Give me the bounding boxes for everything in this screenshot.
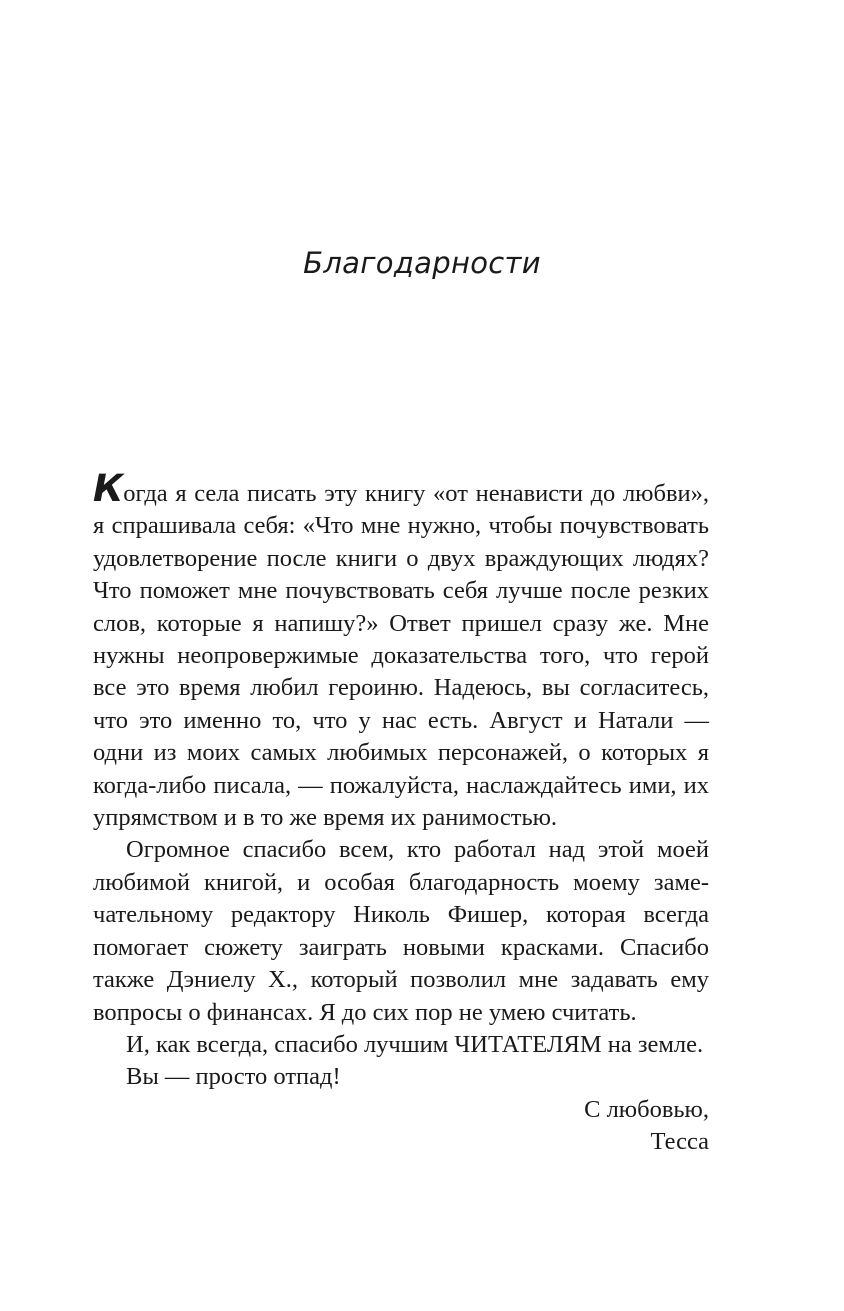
paragraph-4: Вы — просто отпад! <box>126 1063 341 1091</box>
acknowledgments-text <box>93 467 709 1159</box>
paragraph-1 <box>93 467 709 834</box>
paragraph-1-text: огда я села писать эту книгу «от ненависти до любви», я спрашивала себя: «Что мне нужно, чтобы почувствовать удовлетворение после книги о двух враждующих людях? Что поможет мне почувствовать себя лучше после резких слов, которые я напишу?» Ответ пришел сразу же. Мне нужны неопровержимые доказательства того, что герой все это время любил героиню. Надеюсь, вы согласитесь, что это именно то, что у нас есть. Август и Натали — одни из моих самых любимых персонажей, о которых я когда-либо писала, — пожалуйста, наслаждайтесь ими, их упрямством и в то же время их ранимостью. <box>93 480 709 832</box>
paragraph-2: Огромное спасибо всем, кто работал над этой моей любимой книгой, и особая благодарность моему замечательному редактору Николь Фишер, которая всегда помогает сюжету заиграть новыми красками. Спасибо также Дэниелу Х., который позволил мне задавать ему вопросы о финансах. Я до сих пор не умею считать. <box>93 836 709 1026</box>
drop-cap: К <box>93 467 124 510</box>
signature-closing: С любовью, <box>584 1095 709 1123</box>
chapter-title: Благодарности <box>303 246 541 280</box>
signature-name: Тесса <box>650 1128 709 1156</box>
paragraph-3: И, как всегда, спасибо лучшим ЧИТАТЕЛЯМ на земле. <box>126 1030 704 1058</box>
